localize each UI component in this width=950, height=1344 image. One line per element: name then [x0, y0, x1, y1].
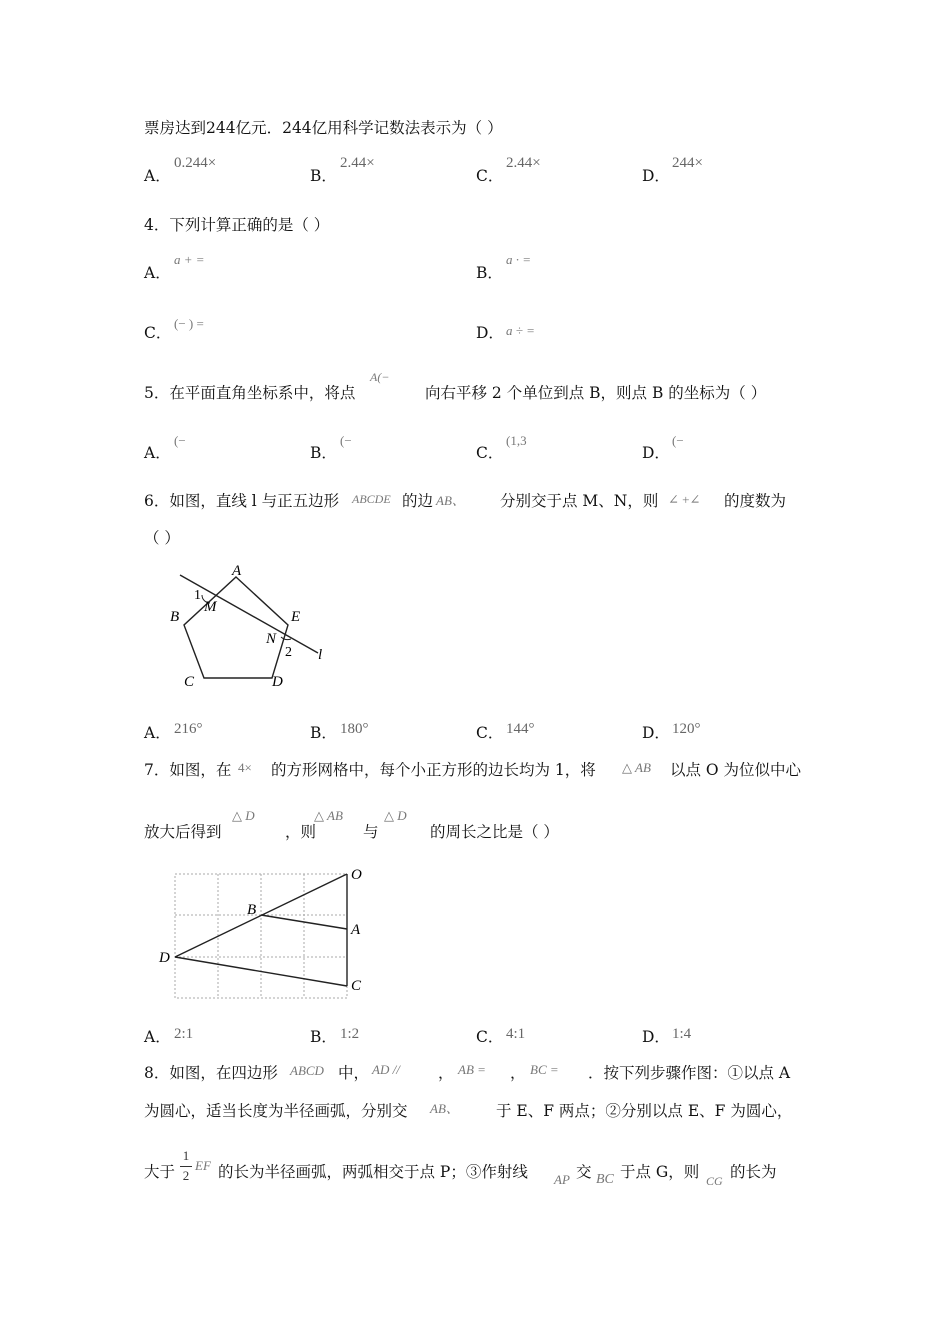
q7-stem-c: 以点 O 为位似中心 — [670, 761, 802, 779]
q8-ef: EF — [195, 1158, 211, 1173]
q6-option-a-value: 216° — [174, 721, 203, 737]
q7-grid: 4× — [238, 760, 252, 775]
q4-option-a-label: A． — [144, 264, 171, 282]
label-o: O — [351, 867, 362, 883]
q6-option-d-value: 120° — [672, 721, 701, 737]
q8-line3-b: 的长为半径画弧，两弧相交于点 P；③作射线 — [218, 1163, 528, 1181]
label-d: D — [272, 674, 283, 690]
q8-stem-b: 中， — [338, 1064, 370, 1082]
q6-stem-c: 分别交于点 M、N，则 — [500, 492, 659, 510]
q7-option-c-value: 4:1 — [506, 1026, 526, 1042]
q7-option-d-value: 1:4 — [672, 1026, 692, 1042]
q8-line2-b: 于 E、F 两点；②分别以点 E、F 为圆心， — [496, 1102, 793, 1120]
label-c: C — [351, 978, 362, 994]
q6-pentagon-figure — [160, 555, 340, 695]
q4-option-a-value: a + = — [174, 252, 205, 267]
q5-option-c-label: C． — [476, 444, 504, 462]
q6-option-a-label: A． — [144, 724, 171, 742]
label-b: B — [247, 902, 257, 918]
q6-option-c-label: C． — [476, 724, 504, 742]
q7-option-c-label: C． — [476, 1028, 504, 1046]
q7-line2-c: 与 — [363, 823, 379, 841]
q5-option-d-value: (− — [672, 433, 684, 448]
q8-comma2: ， — [510, 1064, 526, 1082]
q6-option-d-label: D． — [642, 724, 670, 742]
label-a: A — [232, 563, 242, 579]
q7-dashed-grid — [175, 874, 347, 998]
q8-line3-a: 大于 — [144, 1163, 176, 1181]
q6-stem-a: 6．如图，直线 l 与正五边形 — [144, 492, 340, 510]
q6-option-b-value: 180° — [340, 721, 369, 737]
q8-ab: AB = — [458, 1062, 486, 1077]
q8-cg: CG — [706, 1174, 723, 1188]
label-a: A — [351, 922, 361, 938]
q7-option-a-label: A． — [144, 1028, 171, 1046]
q7-grid-figure — [155, 862, 375, 1004]
q5-option-d-label: D． — [642, 444, 670, 462]
q6-stem-d: 的度数为 — [724, 492, 787, 510]
label-e: E — [291, 609, 301, 625]
q5-point: A(− — [370, 370, 390, 384]
q5-option-b-label: B． — [310, 444, 337, 462]
label-angle-1: 1 — [194, 588, 201, 603]
q7-tri2: △ D — [232, 808, 255, 823]
q5-option-a-label: A． — [144, 444, 171, 462]
q4-stem: 4．下列计算正确的是（ ） — [144, 216, 330, 234]
q5-stem-b: 向右平移 2 个单位到点 B，则点 B 的坐标为（ ） — [425, 384, 767, 402]
q6-angles: ∠ +∠ — [668, 492, 701, 507]
q8-line3-d: 于点 G，则 — [620, 1163, 700, 1181]
q7-line2-b: ，则 — [285, 823, 317, 841]
q7-tri4: △ D — [384, 808, 407, 823]
q8-edges: AB、 — [430, 1101, 459, 1116]
q8-bc2: BC — [596, 1172, 614, 1187]
q8-line3-e: 的长为 — [730, 1163, 777, 1181]
q3-option-c-value: 2.44× — [506, 155, 541, 171]
q4-option-b-value: a · = — [506, 252, 532, 267]
q4-option-d-label: D． — [476, 324, 504, 342]
q3-option-b-label: B． — [310, 167, 337, 185]
q8-ap: AP — [554, 1172, 570, 1187]
q8-stem-a: 8．如图，在四边形 — [144, 1064, 278, 1082]
q8-stem-c: ．按下列步骤作图：①以点 A — [588, 1064, 791, 1082]
q7-line2-d: 的周长之比是（ ） — [430, 823, 559, 841]
q8-bc: BC = — [530, 1062, 559, 1077]
q8-parallel: AD // — [372, 1062, 400, 1077]
q5-option-b-value: (− — [340, 433, 352, 448]
q7-stem-a: 7．如图，在 — [144, 761, 232, 779]
q3-option-c-label: C． — [476, 167, 504, 185]
label-m: M — [204, 599, 217, 615]
q8-frac-den: 2 — [182, 1168, 190, 1183]
q6-shape: ABCDE — [352, 492, 391, 506]
q8-comma: ， — [438, 1064, 454, 1082]
label-b: B — [170, 609, 180, 625]
q5-option-c-value: (1,3 — [506, 433, 527, 448]
q6-option-b-label: B． — [310, 724, 337, 742]
q3-option-a-label: A． — [144, 167, 171, 185]
q4-option-c-label: C． — [144, 324, 172, 342]
q4-option-b-label: B． — [476, 264, 503, 282]
q3-option-d-value: 244× — [672, 155, 703, 171]
q6-paren: （ ） — [144, 529, 180, 547]
q7-stem-b: 的方形网格中，每个小正方形的边长均为 1，将 — [271, 761, 596, 779]
q7-tri1: △ AB — [622, 760, 651, 775]
label-d: D — [159, 950, 170, 966]
q7-line2-a: 放大后得到 — [144, 823, 222, 841]
label-l: l — [318, 647, 323, 663]
label-angle-2: 2 — [285, 645, 292, 660]
q4-option-d-value: a ÷ = — [506, 323, 535, 338]
q3-option-b-value: 2.44× — [340, 155, 375, 171]
q7-option-b-value: 1:2 — [340, 1026, 360, 1042]
label-n: N — [266, 631, 277, 647]
q3-option-d-label: D． — [642, 167, 670, 185]
label-c: C — [184, 674, 195, 690]
q3-stem: 票房达到244亿元．244亿用科学记数法表示为（ ） — [144, 119, 503, 137]
q8-frac-bar — [180, 1166, 192, 1167]
q8-quad: ABCD — [290, 1063, 324, 1078]
q7-tri3: △ AB — [314, 808, 343, 823]
q6-option-c-value: 144° — [506, 721, 535, 737]
q7-option-a-value: 2:1 — [174, 1026, 194, 1042]
q8-line3-c: 交 — [576, 1163, 592, 1181]
q3-option-a-value: 0.244× — [174, 155, 217, 171]
q5-stem-a: 5．在平面直角坐标系中，将点 — [144, 384, 356, 402]
q6-stem-b: 的边 — [402, 492, 434, 510]
q7-option-b-label: B． — [310, 1028, 337, 1046]
q6-edges: AB、 — [436, 493, 465, 508]
q8-frac-num: 1 — [182, 1148, 190, 1163]
q8-line2-a: 为圆心，适当长度为半径画弧，分别交 — [144, 1102, 408, 1120]
q4-option-c-value: (− ) = — [174, 316, 204, 331]
q7-option-d-label: D． — [642, 1028, 670, 1046]
q5-option-a-value: (− — [174, 433, 186, 448]
